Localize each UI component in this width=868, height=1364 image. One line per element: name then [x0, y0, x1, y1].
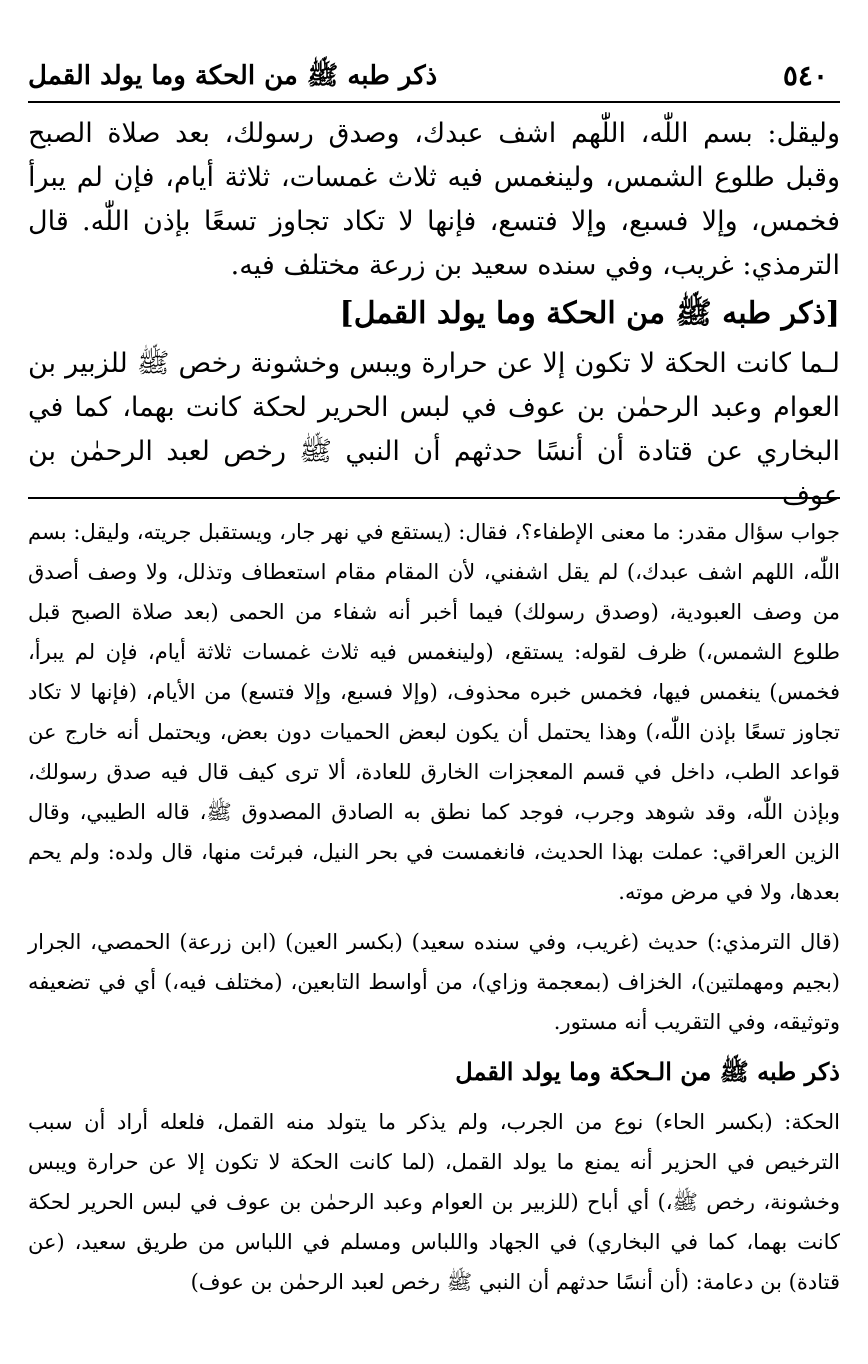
running-head: ذكر طبه ﷺ من الحكة وما يولد القمل — [28, 61, 438, 91]
commentary-section-title: ذكر طبه ﷺ من الـحكة وما يولد القمل — [455, 1057, 840, 1086]
commentary-paragraph-1: جواب سؤال مقدر: ما معنى الإطفاء؟، فقال: (يستقع في نهر جار، ويستقبل جريته، وليقل: بسم اللّٰه، اللهم اشف عبدك،) لم يقل اشفني، لأن المقام مقام استعطاف وتذلل، ولا وصف أصدق من وصف العبودية، (وصدق رسولك) فيما أخبر أنه شفاء من الحمى (بعد صلاة الصبح قبل طلوع الشمس،) ظرف لقوله: يستقع، (ولينغمس فيه ثلاث غمسات ثلاثة أيام، فإن لم يبرأ، فخمس) ينغمس فيها، فخمس خبره محذوف، (وإلا فسبع، وإلا فتسع) من الأيام، (فإنها لا تكاد تجاوز تسعًا بإذن اللّٰه،) وهذا يحتمل أن يكون لبعض الحميات دون بعض، ويحتمل أنه خارج عن قواعد الطب، داخل في قسم المعجزات الخارق للعادة، ألا ترى كيف قال فيه صدق رسولك، وبإذن اللّٰه، وقد شوهد وجرب، فوجد كما نطق به الصادق المصدوق ﷺ، قاله الطيبي، وقال الزين العراقي: عملت بهذا الحديث، فانغمست في بحر النيل، فبرئت منها، قال ولده: ولم يحم بعدها، ولا في مرض موته. — [28, 520, 840, 904]
main-paragraph-1: وليقل: بسم اللّٰه، اللّٰهم اشف عبدك، وصدق رسولك، بعد صلاة الصبح وقبل طلوع الشمس، ولينغمس فيه ثلاث غمسات، ثلاثة أيام، فإن لم يبرأ فخمس، وإلا فسبع، وإلا فتسع، فإنها لا تكاد تجاوز تسعًا بإذن اللّٰه. قال الترمذي: غريب، وفي سنده سعيد بن زرعة مختلف فيه. — [28, 118, 840, 281]
commentary-paragraph-2: (قال الترمذي:) حديث (غريب، وفي سنده سعيد) (بكسر العين) (ابن زرعة) الحمصي، الجرار (بجيم ومهملتين)، الخزاف (بمعجمة وزاي)، من أواسط التابعين، (مختلف فيه،) أي في تضعيفه وتوثيقه، وفي التقريب أنه مستور. — [28, 930, 840, 1034]
commentary — [28, 512, 840, 1342]
commentary-paragraph-3: الحكة: (بكسر الحاء) نوع من الجرب، ولم يذكر ما يتولد منه القمل، فلعله أراد أن سبب الترخيص في الحزير أنه يمنع ما يولد القمل، (لما كانت الحكة لا تكون إلا عن حرارة ويبس وخشونة، رخص ﷺ،) أي أباح (للزبير بن العوام وعبد الرحمٰن بن عوف في لبس الحرير لحكة كانت بهما، كما في البخاري) في الجهاد واللباس ومسلم في اللباس من طريق سعيد، (عن قتادة) بن دعامة: (أن أنسًا حدثهم أن النبي ﷺ رخص لعبد الرحمٰن بن عوف) — [28, 1110, 840, 1294]
main-text — [28, 112, 840, 511]
section-title: [ذكر طبه ﷺ من الحكة وما يولد القمل] — [339, 296, 840, 331]
page-number: ٥٤٠ — [782, 59, 828, 92]
footnote-divider — [28, 497, 840, 499]
main-paragraph-2: لـما كانت الحكة لا تكون إلا عن حرارة ويبس وخشونة رخص ﷺ للزبير بن العوام وعبد الرحمٰن بن عوف في لبس الحرير لحكة كانت بهما، كما في البخاري عن قتادة أن أنسًا حدثهم أن النبي ﷺ رخص لعبد الرحمٰن بن عوف — [28, 348, 840, 511]
page-header — [28, 55, 840, 103]
